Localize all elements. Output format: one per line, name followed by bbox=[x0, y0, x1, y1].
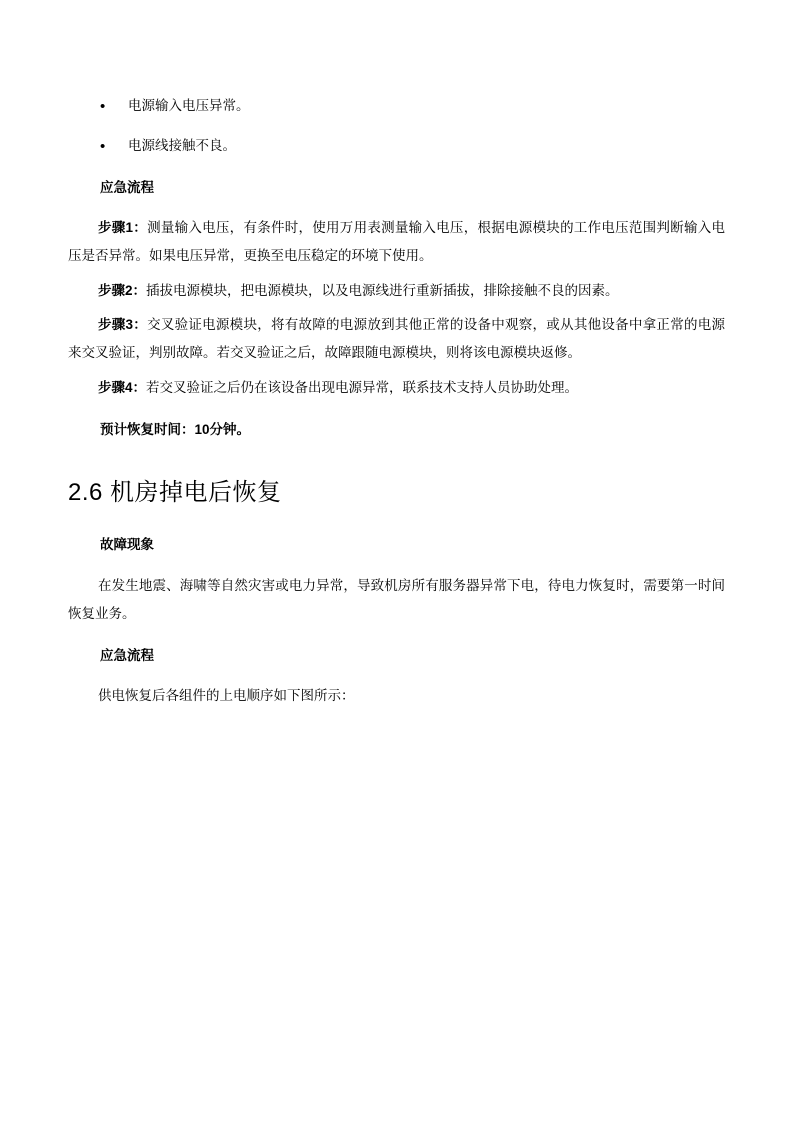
step-paragraph-4 bbox=[68, 374, 725, 402]
fault-phenomenon-heading: 故障现象 bbox=[100, 537, 154, 553]
step-label-1: 步骤1： bbox=[98, 220, 148, 236]
list-item-text: 电源输入电压异常。 bbox=[128, 98, 250, 113]
step-text-1: 测量输入电压，有条件时，使用万用表测量输入电压，根据电源模块的工作电压范围判断输入电压是否异常。如果电压异常，更换至电压稳定的环境下使用。 bbox=[68, 220, 725, 264]
section-heading: 2.6 机房掉电后恢复 bbox=[68, 479, 282, 507]
emergency-process-heading-1: 应急流程 bbox=[100, 179, 154, 195]
recovery-time: 预计恢复时间：10分钟。 bbox=[100, 422, 251, 438]
step-text-3: 交叉验证电源模块，将有故障的电源放到其他正常的设备中观察，或从其他设备中拿正常的电源来交叉验证，判别故障。若交叉验证之后，故障跟随电源模块，则将该电源模块返修。 bbox=[68, 317, 725, 361]
document-content bbox=[68, 96, 725, 711]
emergency-process-heading-2: 应急流程 bbox=[100, 647, 154, 663]
step-label-4: 步骤4： bbox=[98, 379, 147, 395]
list-item bbox=[68, 96, 725, 116]
step-paragraph-2 bbox=[68, 277, 725, 305]
step-label-2: 步骤2： bbox=[98, 282, 147, 298]
emergency-process-text: 供电恢复后各组件的上电顺序如下图所示： bbox=[98, 688, 355, 704]
list-item-text: 电源线接触不良。 bbox=[128, 138, 236, 154]
bullet-icon: • bbox=[100, 98, 106, 115]
step-label-3: 步骤3： bbox=[98, 317, 148, 333]
list-item bbox=[68, 136, 725, 156]
step-paragraph-3 bbox=[68, 311, 725, 368]
step-paragraph-1 bbox=[68, 214, 725, 271]
cause-list bbox=[68, 96, 725, 157]
fault-phenomenon-text: 在发生地震、海啸等自然灾害或电力异常，导致机房所有服务器异常下电，待电力恢复时，需要第一时间恢复业务。 bbox=[68, 577, 725, 622]
bullet-icon: • bbox=[100, 138, 106, 156]
step-text-2: 插拔电源模块，把电源模块，以及电源线进行重新插拔，排除接触不良的因素。 bbox=[146, 282, 619, 298]
step-text-4: 若交叉验证之后仍在该设备出现电源异常，联系技术支持人员协助处理。 bbox=[146, 379, 579, 395]
